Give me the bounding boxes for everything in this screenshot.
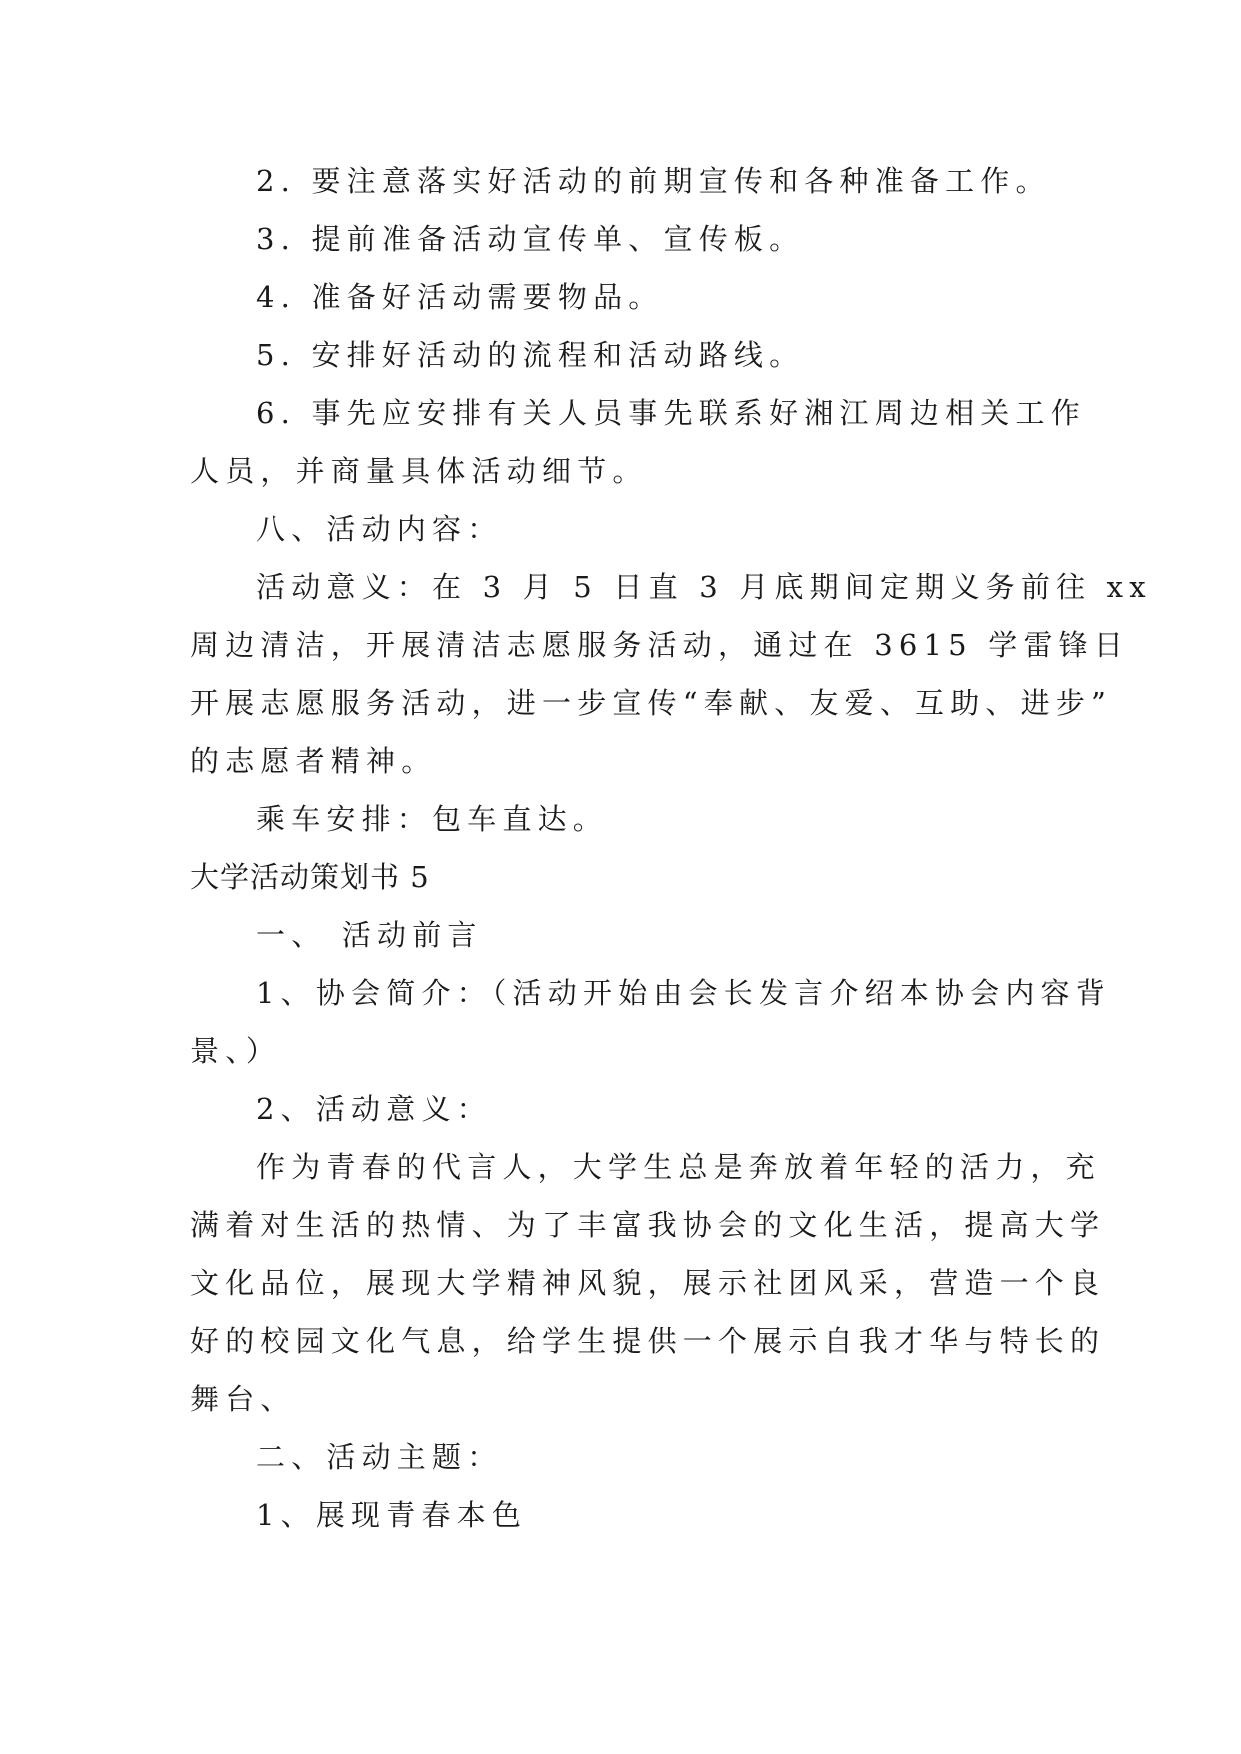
doc-line: 人员，并商量具体活动细节。 [190,454,648,488]
doc-line: 的志愿者精神。 [190,744,437,778]
doc-line: 作为青春的代言人，大学生总是奔放着年轻的活力，充 [256,1150,1101,1184]
section-heading: 二、活动主题： [256,1440,503,1474]
doc-line: 乘车安排：包车直达。 [256,802,609,836]
section-heading: 八、活动内容： [256,512,503,546]
section-heading: 2、活动意义： [256,1092,492,1126]
doc-line: 1、协会简介：（活动开始由会长发言介绍本协会内容背 [256,976,1111,1010]
doc-line: 活动意义：在 3 月 5 日直 3 月底期间定期义务前往 xx [256,570,1152,604]
doc-line: 5. 安排好活动的流程和活动路线。 [256,338,805,372]
doc-line: 景、） [190,1034,282,1068]
doc-line: 满着对生活的热情、为了丰富我协会的文化生活，提高大学 [190,1208,1106,1242]
doc-line: 4. 准备好活动需要物品。 [256,280,664,314]
doc-line: 文化品位，展现大学精神风貌，展示社团风采，营造一个良 [190,1266,1106,1300]
doc-line: 周边清洁，开展清洁志愿服务活动，通过在 3615 学雷锋日 [190,628,1130,662]
document-title: 大学活动策划书 5 [190,860,430,894]
doc-line: 2. 要注意落实好活动的前期宣传和各种准备工作。 [256,164,1051,198]
doc-line: 好的校园文化气息，给学生提供一个展示自我才华与特长的 [190,1324,1106,1358]
section-heading: 一、 活动前言 [256,918,483,952]
doc-line: 1、展现青春本色 [256,1498,528,1532]
doc-line: 舞台、 [190,1382,296,1416]
doc-line: 3. 提前准备活动宣传单、宣传板。 [256,222,805,256]
doc-line: 6. 事先应安排有关人员事先联系好湘江周边相关工作 [256,396,1086,430]
doc-line: 开展志愿服务活动，进一步宣传“奉献、友爱、互助、进步” [190,686,1113,720]
